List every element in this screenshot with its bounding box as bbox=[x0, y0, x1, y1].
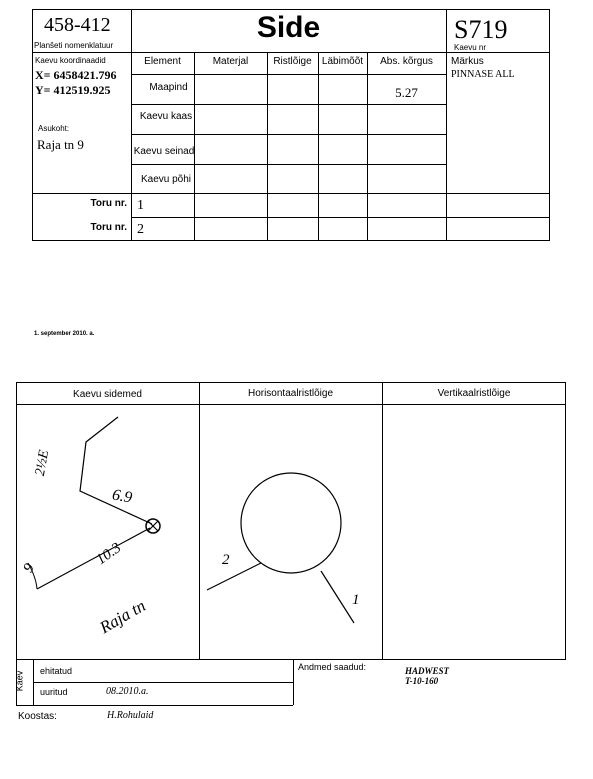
pipe-mark: 1 bbox=[352, 592, 360, 608]
pipe-value: 2 bbox=[137, 222, 144, 237]
source-label: Andmed saadud: bbox=[298, 662, 367, 672]
column-title-links: Kaevu sidemed bbox=[73, 389, 142, 400]
sketch-mark: 2½E bbox=[32, 448, 53, 478]
remark-value: PINNASE ALL bbox=[451, 69, 515, 80]
pipe-label: Toru nr. bbox=[90, 198, 127, 209]
header-cross-section: Ristlõige bbox=[273, 56, 312, 67]
table-row-element: Kaevu põhi bbox=[140, 174, 192, 185]
pipe-mark: 2 bbox=[222, 552, 230, 568]
built-label: ehitatud bbox=[40, 666, 73, 676]
street-label: Raja tn bbox=[96, 595, 149, 638]
header-abs-height: Abs. kõrgus bbox=[380, 56, 433, 67]
x-coordinate: X= 6458421.796 bbox=[35, 68, 117, 82]
pipe-value: 1 bbox=[137, 198, 144, 213]
nomenclature-label: Planšeti nomenklatuur bbox=[34, 41, 114, 50]
remark-label: Märkus bbox=[451, 56, 484, 67]
source-value: T-10-160 bbox=[405, 676, 439, 686]
table-row-element: Kaevu kaas bbox=[139, 111, 193, 122]
column-title-vertical: Vertikaalristlõige bbox=[437, 388, 511, 399]
table-row-abs: 5.27 bbox=[395, 85, 418, 100]
page-title: Side bbox=[256, 11, 321, 44]
well-side-label: Kaev bbox=[14, 670, 25, 692]
header-material: Materjal bbox=[212, 56, 249, 67]
surveyed-label: uuritud bbox=[40, 687, 68, 697]
column-title-horizontal: Horisontaalristlõige bbox=[247, 388, 334, 399]
well-number-value: S719 bbox=[454, 15, 508, 44]
header-diameter: Läbimõõt bbox=[321, 56, 364, 67]
author-label: Koostas: bbox=[18, 711, 57, 722]
table-row-element: Maapind bbox=[149, 82, 188, 93]
location-label: Asukoht: bbox=[38, 124, 70, 133]
distance-label: 6.9 bbox=[110, 486, 134, 507]
coords-label: Kaevu koordinaadid bbox=[35, 56, 106, 65]
well-number-label: Kaevu nr bbox=[454, 43, 487, 52]
distance-label: 10.3 bbox=[93, 540, 125, 569]
y-coordinate: Y= 412519.925 bbox=[35, 83, 111, 97]
surveyed-value: 08.2010.a. bbox=[106, 686, 149, 697]
source-value: HADWEST bbox=[405, 666, 450, 676]
sketch-mark: 9 bbox=[20, 561, 39, 576]
nomenclature-value: 458-412 bbox=[44, 14, 111, 36]
header-element: Element bbox=[144, 56, 181, 67]
table-row-element: Kaevu seinad bbox=[133, 146, 195, 157]
cross-section-drawing bbox=[199, 405, 382, 660]
author-value: H.Rohulaid bbox=[107, 710, 154, 721]
document-date: 1. september 2010. a. bbox=[34, 331, 95, 337]
pipe-label: Toru nr. bbox=[90, 222, 127, 233]
location-value: Raja tn 9 bbox=[37, 137, 84, 152]
